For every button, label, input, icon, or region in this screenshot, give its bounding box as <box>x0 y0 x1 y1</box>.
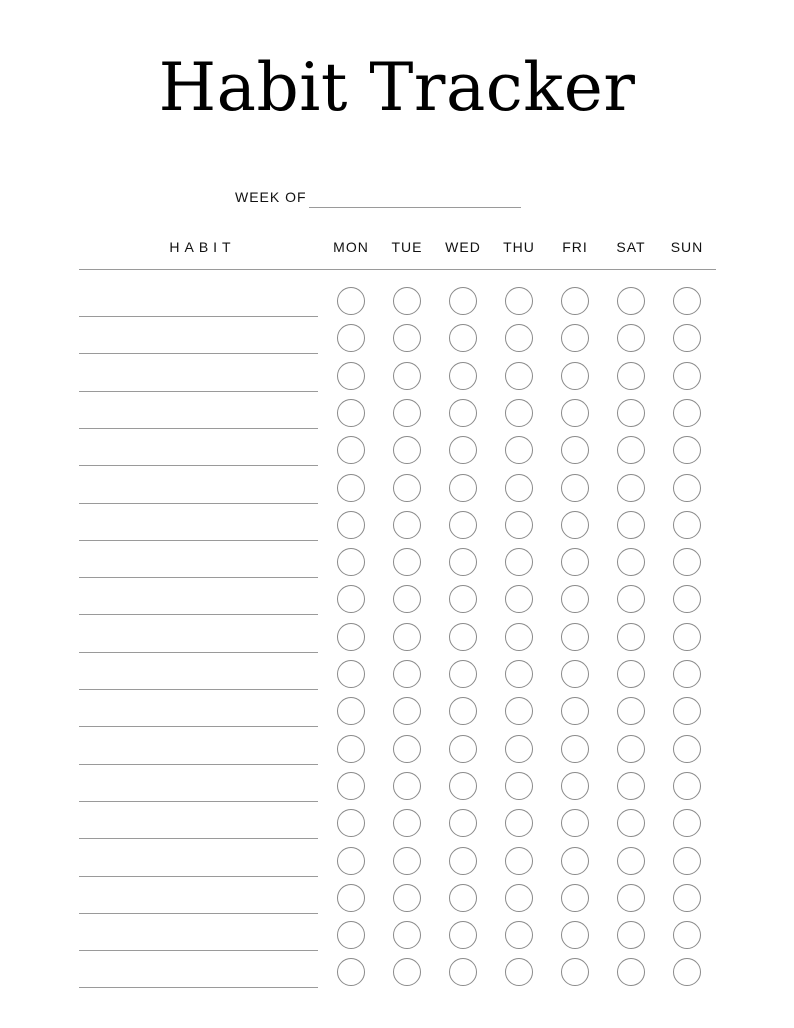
habit-row <box>0 957 794 994</box>
habit-name-line[interactable] <box>79 838 318 839</box>
checkbox-circle-tue[interactable] <box>393 436 421 464</box>
checkbox-circle-sat[interactable] <box>617 884 645 912</box>
checkbox-circle-sat[interactable] <box>617 399 645 427</box>
habit-row <box>0 659 794 696</box>
checkbox-circle-fri[interactable] <box>561 958 589 986</box>
checkbox-circle-wed[interactable] <box>449 548 477 576</box>
habit-name-line[interactable] <box>79 428 318 429</box>
checkbox-circle-sun[interactable] <box>673 697 701 725</box>
checkbox-circle-fri[interactable] <box>561 399 589 427</box>
habit-name-line[interactable] <box>79 876 318 877</box>
checkbox-circle-wed[interactable] <box>449 399 477 427</box>
checkbox-circle-sun[interactable] <box>673 660 701 688</box>
day-header-mon: MON <box>333 239 369 255</box>
checkbox-circle-wed[interactable] <box>449 921 477 949</box>
day-header-fri: FRI <box>562 239 588 255</box>
checkbox-circle-mon[interactable] <box>337 474 365 502</box>
checkbox-circle-wed[interactable] <box>449 585 477 613</box>
habit-row <box>0 361 794 398</box>
checkbox-circle-fri[interactable] <box>561 921 589 949</box>
checkbox-circle-sat[interactable] <box>617 660 645 688</box>
checkbox-circle-wed[interactable] <box>449 287 477 315</box>
checkbox-circle-fri[interactable] <box>561 324 589 352</box>
checkbox-circle-sun[interactable] <box>673 735 701 763</box>
habit-row <box>0 696 794 733</box>
checkbox-circle-mon[interactable] <box>337 884 365 912</box>
day-header-thu: THU <box>503 239 535 255</box>
checkbox-circle-fri[interactable] <box>561 847 589 875</box>
checkbox-circle-fri[interactable] <box>561 362 589 390</box>
checkbox-circle-tue[interactable] <box>393 474 421 502</box>
checkbox-circle-fri[interactable] <box>561 474 589 502</box>
checkbox-circle-wed[interactable] <box>449 660 477 688</box>
checkbox-circle-wed[interactable] <box>449 735 477 763</box>
habit-name-line[interactable] <box>79 689 318 690</box>
checkbox-circle-sun[interactable] <box>673 884 701 912</box>
habit-row <box>0 323 794 360</box>
checkbox-circle-sun[interactable] <box>673 585 701 613</box>
checkbox-circle-fri[interactable] <box>561 772 589 800</box>
checkbox-circle-wed[interactable] <box>449 436 477 464</box>
checkbox-circle-sat[interactable] <box>617 324 645 352</box>
checkbox-circle-sun[interactable] <box>673 324 701 352</box>
checkbox-circle-thu[interactable] <box>505 623 533 651</box>
checkbox-circle-mon[interactable] <box>337 287 365 315</box>
habit-name-line[interactable] <box>79 801 318 802</box>
checkbox-circle-tue[interactable] <box>393 324 421 352</box>
day-header-tue: TUE <box>391 239 423 255</box>
checkbox-circle-wed[interactable] <box>449 362 477 390</box>
checkbox-circle-fri[interactable] <box>561 623 589 651</box>
header-divider <box>79 269 716 270</box>
checkbox-circle-mon[interactable] <box>337 399 365 427</box>
checkbox-circle-sun[interactable] <box>673 362 701 390</box>
checkbox-circle-sun[interactable] <box>673 511 701 539</box>
checkbox-circle-sat[interactable] <box>617 436 645 464</box>
habit-row <box>0 808 794 845</box>
checkbox-circle-fri[interactable] <box>561 287 589 315</box>
checkbox-circle-tue[interactable] <box>393 772 421 800</box>
checkbox-circle-sat[interactable] <box>617 362 645 390</box>
habit-row <box>0 584 794 621</box>
habit-name-line[interactable] <box>79 316 318 317</box>
habit-row <box>0 510 794 547</box>
checkbox-circle-sat[interactable] <box>617 735 645 763</box>
checkbox-circle-thu[interactable] <box>505 287 533 315</box>
checkbox-circle-mon[interactable] <box>337 511 365 539</box>
checkbox-circle-tue[interactable] <box>393 585 421 613</box>
habit-row <box>0 771 794 808</box>
checkbox-circle-sun[interactable] <box>673 847 701 875</box>
checkbox-circle-thu[interactable] <box>505 474 533 502</box>
checkbox-circle-wed[interactable] <box>449 772 477 800</box>
habit-row <box>0 398 794 435</box>
checkbox-circle-sun[interactable] <box>673 809 701 837</box>
checkbox-circle-mon[interactable] <box>337 772 365 800</box>
checkbox-circle-fri[interactable] <box>561 548 589 576</box>
checkbox-circle-sat[interactable] <box>617 585 645 613</box>
checkbox-circle-mon[interactable] <box>337 548 365 576</box>
checkbox-circle-thu[interactable] <box>505 362 533 390</box>
week-of-input-line[interactable] <box>309 207 521 208</box>
checkbox-circle-sun[interactable] <box>673 287 701 315</box>
checkbox-circle-tue[interactable] <box>393 697 421 725</box>
habit-row <box>0 435 794 472</box>
checkbox-circle-thu[interactable] <box>505 660 533 688</box>
habit-row <box>0 846 794 883</box>
checkbox-circle-thu[interactable] <box>505 585 533 613</box>
checkbox-circle-thu[interactable] <box>505 735 533 763</box>
checkbox-circle-tue[interactable] <box>393 399 421 427</box>
checkbox-circle-tue[interactable] <box>393 511 421 539</box>
habit-name-line[interactable] <box>79 950 318 951</box>
checkbox-circle-thu[interactable] <box>505 436 533 464</box>
checkbox-circle-tue[interactable] <box>393 958 421 986</box>
checkbox-circle-sat[interactable] <box>617 847 645 875</box>
habit-row <box>0 622 794 659</box>
habit-name-line[interactable] <box>79 540 318 541</box>
checkbox-circle-sun[interactable] <box>673 921 701 949</box>
checkbox-circle-wed[interactable] <box>449 809 477 837</box>
week-of-field <box>235 188 521 206</box>
checkbox-circle-tue[interactable] <box>393 660 421 688</box>
checkbox-circle-fri[interactable] <box>561 660 589 688</box>
checkbox-circle-sun[interactable] <box>673 623 701 651</box>
checkbox-circle-fri[interactable] <box>561 884 589 912</box>
day-header-sat: SAT <box>616 239 646 255</box>
checkbox-circle-thu[interactable] <box>505 324 533 352</box>
checkbox-circle-tue[interactable] <box>393 735 421 763</box>
habit-row <box>0 734 794 771</box>
checkbox-circle-sat[interactable] <box>617 287 645 315</box>
checkbox-circle-mon[interactable] <box>337 362 365 390</box>
habit-name-line[interactable] <box>79 652 318 653</box>
checkbox-circle-wed[interactable] <box>449 511 477 539</box>
habit-name-line[interactable] <box>79 764 318 765</box>
habit-column-header: HABIT <box>169 239 236 255</box>
checkbox-circle-wed[interactable] <box>449 884 477 912</box>
checkbox-circle-wed[interactable] <box>449 324 477 352</box>
checkbox-circle-tue[interactable] <box>393 548 421 576</box>
checkbox-circle-thu[interactable] <box>505 697 533 725</box>
habit-row <box>0 473 794 510</box>
habit-name-line[interactable] <box>79 391 318 392</box>
checkbox-circle-wed[interactable] <box>449 623 477 651</box>
habit-name-line[interactable] <box>79 465 318 466</box>
checkbox-circle-mon[interactable] <box>337 921 365 949</box>
checkbox-circle-thu[interactable] <box>505 548 533 576</box>
checkbox-circle-sun[interactable] <box>673 399 701 427</box>
checkbox-circle-fri[interactable] <box>561 436 589 464</box>
checkbox-circle-sat[interactable] <box>617 548 645 576</box>
checkbox-circle-sun[interactable] <box>673 474 701 502</box>
checkbox-circle-sat[interactable] <box>617 809 645 837</box>
checkbox-circle-sat[interactable] <box>617 921 645 949</box>
checkbox-circle-thu[interactable] <box>505 847 533 875</box>
day-header-wed: WED <box>445 239 481 255</box>
day-header-sun: SUN <box>670 239 704 255</box>
checkbox-circle-thu[interactable] <box>505 921 533 949</box>
checkbox-circle-mon[interactable] <box>337 697 365 725</box>
habit-row <box>0 883 794 920</box>
week-of-label: WEEK OF <box>235 189 307 205</box>
checkbox-circle-fri[interactable] <box>561 697 589 725</box>
checkbox-circle-thu[interactable] <box>505 958 533 986</box>
habit-name-line[interactable] <box>79 614 318 615</box>
checkbox-circle-thu[interactable] <box>505 809 533 837</box>
habit-name-line[interactable] <box>79 353 318 354</box>
checkbox-circle-thu[interactable] <box>505 772 533 800</box>
page-title: Habit Tracker <box>158 49 636 126</box>
checkbox-circle-wed[interactable] <box>449 847 477 875</box>
checkbox-circle-mon[interactable] <box>337 735 365 763</box>
habit-name-line[interactable] <box>79 503 318 504</box>
checkbox-circle-sat[interactable] <box>617 474 645 502</box>
habit-row <box>0 920 794 957</box>
checkbox-circle-sun[interactable] <box>673 548 701 576</box>
checkbox-circle-tue[interactable] <box>393 287 421 315</box>
checkbox-circle-mon[interactable] <box>337 809 365 837</box>
checkbox-circle-tue[interactable] <box>393 362 421 390</box>
checkbox-circle-tue[interactable] <box>393 847 421 875</box>
checkbox-circle-sat[interactable] <box>617 697 645 725</box>
checkbox-circle-mon[interactable] <box>337 324 365 352</box>
checkbox-circle-wed[interactable] <box>449 958 477 986</box>
checkbox-circle-thu[interactable] <box>505 399 533 427</box>
checkbox-circle-mon[interactable] <box>337 958 365 986</box>
checkbox-circle-mon[interactable] <box>337 623 365 651</box>
checkbox-circle-sun[interactable] <box>673 772 701 800</box>
checkbox-circle-fri[interactable] <box>561 511 589 539</box>
checkbox-circle-tue[interactable] <box>393 884 421 912</box>
checkbox-circle-fri[interactable] <box>561 585 589 613</box>
habit-name-line[interactable] <box>79 913 318 914</box>
checkbox-circle-thu[interactable] <box>505 884 533 912</box>
checkbox-circle-fri[interactable] <box>561 735 589 763</box>
checkbox-circle-sat[interactable] <box>617 772 645 800</box>
checkbox-circle-thu[interactable] <box>505 511 533 539</box>
habit-row <box>0 286 794 323</box>
checkbox-circle-sun[interactable] <box>673 436 701 464</box>
checkbox-circle-tue[interactable] <box>393 809 421 837</box>
checkbox-circle-tue[interactable] <box>393 921 421 949</box>
habit-name-line[interactable] <box>79 987 318 988</box>
checkbox-circle-tue[interactable] <box>393 623 421 651</box>
checkbox-circle-mon[interactable] <box>337 660 365 688</box>
checkbox-circle-wed[interactable] <box>449 697 477 725</box>
checkbox-circle-sat[interactable] <box>617 958 645 986</box>
checkbox-circle-fri[interactable] <box>561 809 589 837</box>
checkbox-circle-wed[interactable] <box>449 474 477 502</box>
checkbox-circle-sat[interactable] <box>617 511 645 539</box>
checkbox-circle-sun[interactable] <box>673 958 701 986</box>
checkbox-circle-mon[interactable] <box>337 436 365 464</box>
habit-name-line[interactable] <box>79 577 318 578</box>
checkbox-circle-mon[interactable] <box>337 585 365 613</box>
habit-name-line[interactable] <box>79 726 318 727</box>
checkbox-circle-mon[interactable] <box>337 847 365 875</box>
habit-row <box>0 547 794 584</box>
checkbox-circle-sat[interactable] <box>617 623 645 651</box>
